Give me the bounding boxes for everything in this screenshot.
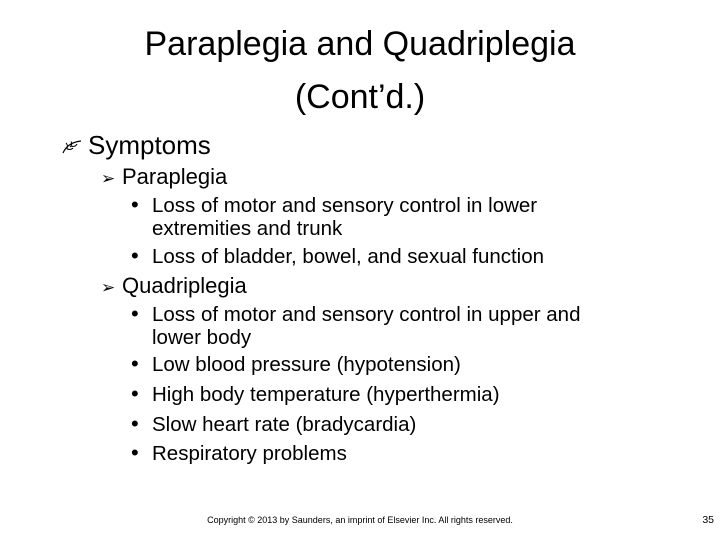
quadriplegia-heading: Quadriplegia: [122, 273, 247, 298]
arrow-bullet-icon: ➢: [101, 278, 116, 297]
symptom-item: Slow heart rate (bradycardia): [152, 413, 417, 436]
slide-title-line-2: (Cont’d.): [294, 78, 426, 116]
symptom-item: Low blood pressure (hypotension): [152, 353, 461, 376]
paraplegia-heading: Paraplegia: [122, 164, 228, 189]
dot-bullet-icon: •: [131, 411, 139, 436]
symptom-item: Loss of motor and sensory control in lower: [152, 194, 538, 217]
copyright-footer: Copyright © 2013 by Saunders, an imprint of Elsevier Inc. All rights reserved.: [207, 515, 513, 525]
dot-bullet-icon: •: [131, 440, 139, 465]
symptom-item: Loss of motor and sensory control in upper and: [152, 303, 581, 326]
leaf-bullet-icon: [62, 140, 82, 154]
dot-bullet-icon: •: [131, 351, 139, 376]
arrow-bullet-icon: ➢: [101, 169, 116, 188]
dot-bullet-icon: •: [131, 381, 139, 406]
dot-bullet-icon: •: [131, 192, 139, 217]
symptom-item-continued: extremities and trunk: [152, 217, 343, 240]
dot-bullet-icon: •: [131, 243, 139, 268]
symptom-item: Loss of bladder, bowel, and sexual function: [152, 245, 545, 268]
symptoms-heading: Symptoms: [88, 130, 211, 160]
symptom-item-continued: lower body: [152, 326, 252, 349]
symptom-item: High body temperature (hyperthermia): [152, 383, 500, 406]
page-number: 35: [702, 514, 714, 526]
dot-bullet-icon: •: [131, 301, 139, 326]
symptom-item: Respiratory problems: [152, 442, 347, 465]
slide-title-line-1: Paraplegia and Quadriplegia: [144, 25, 576, 63]
